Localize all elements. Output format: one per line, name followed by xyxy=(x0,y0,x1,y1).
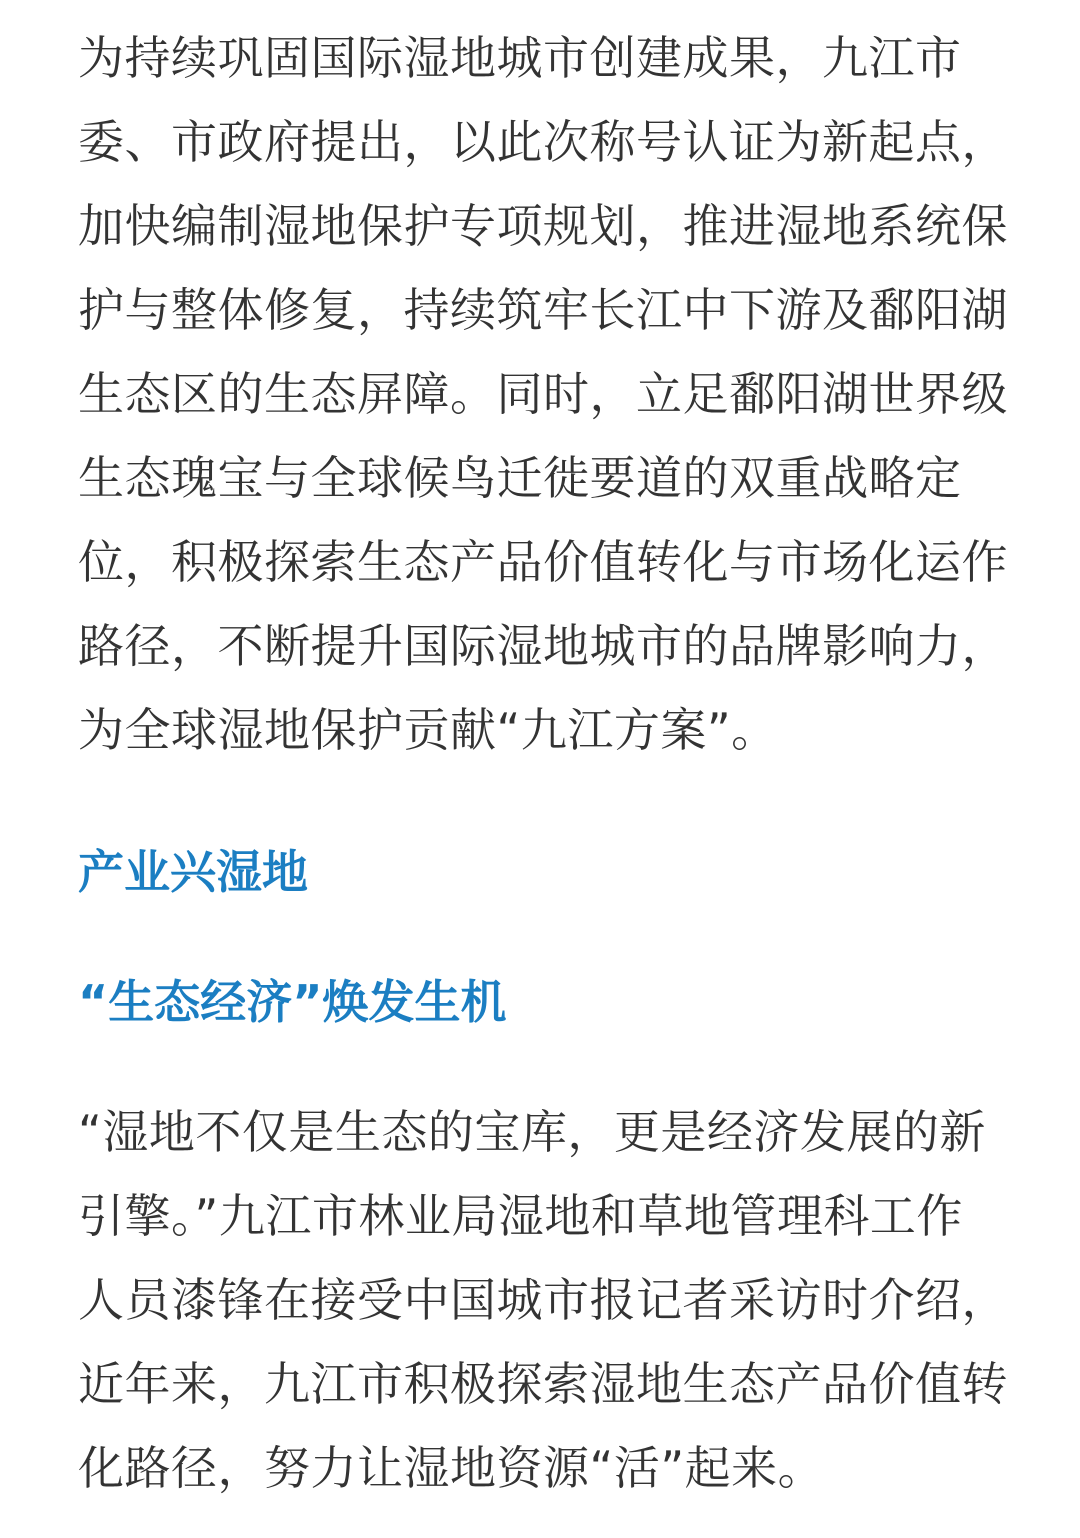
paragraph-line: 护与整体修复，持续筑牢长江中下游及鄱阳湖 xyxy=(78,283,1008,337)
paragraph-line: 为全球湿地保护贡献“九江方案”。 xyxy=(78,703,778,757)
paragraph-line: 人员漆锋在接受中国城市报记者采访时介绍， xyxy=(78,1273,1008,1327)
paragraph-line: 近年来，九江市积极探索湿地生态产品价值转 xyxy=(78,1357,1008,1411)
paragraph-line: 位，积极探索生态产品价值转化与市场化运作 xyxy=(78,535,1008,589)
paragraph-line: “湿地不仅是生态的宝库，更是经济发展的新 xyxy=(78,1105,986,1159)
paragraph-line: 加快编制湿地保护专项规划，推进湿地系统保 xyxy=(78,199,1008,253)
paragraph-line: 路径，不断提升国际湿地城市的品牌影响力， xyxy=(78,619,1008,673)
paragraph-ecological-economy xyxy=(78,1090,1008,1510)
paragraph-wetland-city xyxy=(78,16,1008,772)
section-heading: 产业兴湿地 xyxy=(78,845,308,899)
paragraph-line: 化路径，努力让湿地资源“活”起来。 xyxy=(78,1441,825,1495)
paragraph-line: 生态区的生态屏障。同时，立足鄱阳湖世界级 xyxy=(78,367,1008,421)
paragraph-line: 为持续巩固国际湿地城市创建成果，九江市 xyxy=(78,31,962,85)
paragraph-line: 生态瑰宝与全球候鸟迁徙要道的双重战略定 xyxy=(78,451,962,505)
paragraph-line: 引擎。”九江市林业局湿地和草地管理科工作 xyxy=(78,1189,963,1243)
paragraph-line: 委、市政府提出，以此次称号认证为新起点， xyxy=(78,115,1008,169)
section-subheading: “生态经济”焕发生机 xyxy=(78,975,507,1029)
